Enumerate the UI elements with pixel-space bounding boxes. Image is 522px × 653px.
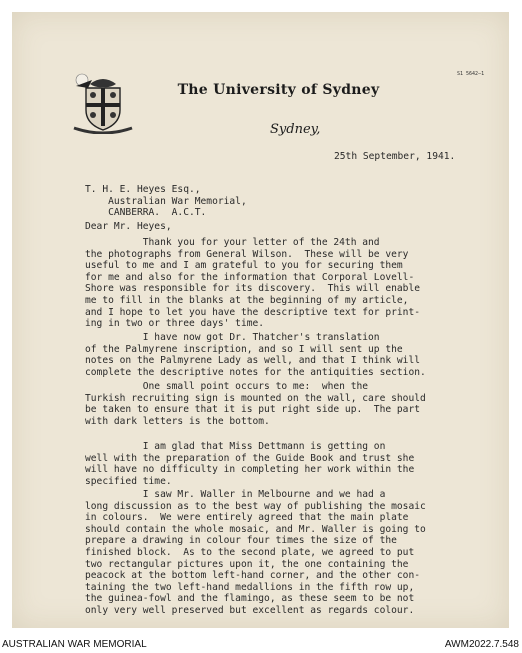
letterhead-city: Sydney,	[270, 122, 321, 137]
letter-page	[12, 12, 509, 628]
archive-name: AUSTRALIAN WAR MEMORIAL	[2, 639, 147, 650]
letter-date: 25th September, 1941.	[334, 151, 456, 162]
archive-reference: AWM2022.7.548	[444, 639, 519, 650]
paragraph: Thank you for your letter of the 24th and the photographs from General Wilson. These will be very useful to me and I am grateful to you for securing them for me and also for the information that Corporal Lovell- Shore was responsible for its discovery. This will enable me to fill in the blanks at the beginning of my article, and I hope to let you have the descriptive text for print- ing in two or three days' time.	[85, 237, 421, 330]
recipient-address: T. H. E. Heyes Esq., Australian War Memorial, CANBERRA. A.C.T.	[85, 184, 247, 219]
paragraph: I am glad that Miss Dettmann is getting on well with the preparation of the Guide Book and trust she will have no difficulty in completing her work within the specified time.	[85, 441, 415, 487]
paragraph: I saw Mr. Waller in Melbourne and we had a long discussion as to the best way of publishing the mosaic in colours. We were entirely agreed that the main plate should contain the whole mosaic, and Mr. Waller is going to prepare a drawing in colour four times the size of the finished block. As to the second plate, we agreed to put two rectangular pictures upon it, the one containing the peacock at the bottom left-hand corner, and the other con- taining the two left-hand medallions in the fifth row up, the guinea-fowl and the flamingo, as these seem to be not only very well preserved but excellent as regards colour.	[85, 489, 426, 616]
paragraph: One small point occurs to me: when the Turkish recruiting sign is mounted on the wall, care should be taken to ensure that it is put right side up. The part with dark letters is the bottom.	[85, 381, 426, 427]
archive-footer	[0, 638, 522, 653]
university-name: The University of Sydney	[177, 82, 380, 98]
salutation: Dear Mr. Heyes,	[85, 221, 172, 232]
document-code: S1 5642—1	[457, 71, 485, 77]
paragraph: I have now got Dr. Thatcher's translation of the Palmyrene inscription, and so I will sent up the notes on the Palmyrene Lady as well, and that I think will complete the descriptive notes for the antiquities section.	[85, 332, 426, 378]
